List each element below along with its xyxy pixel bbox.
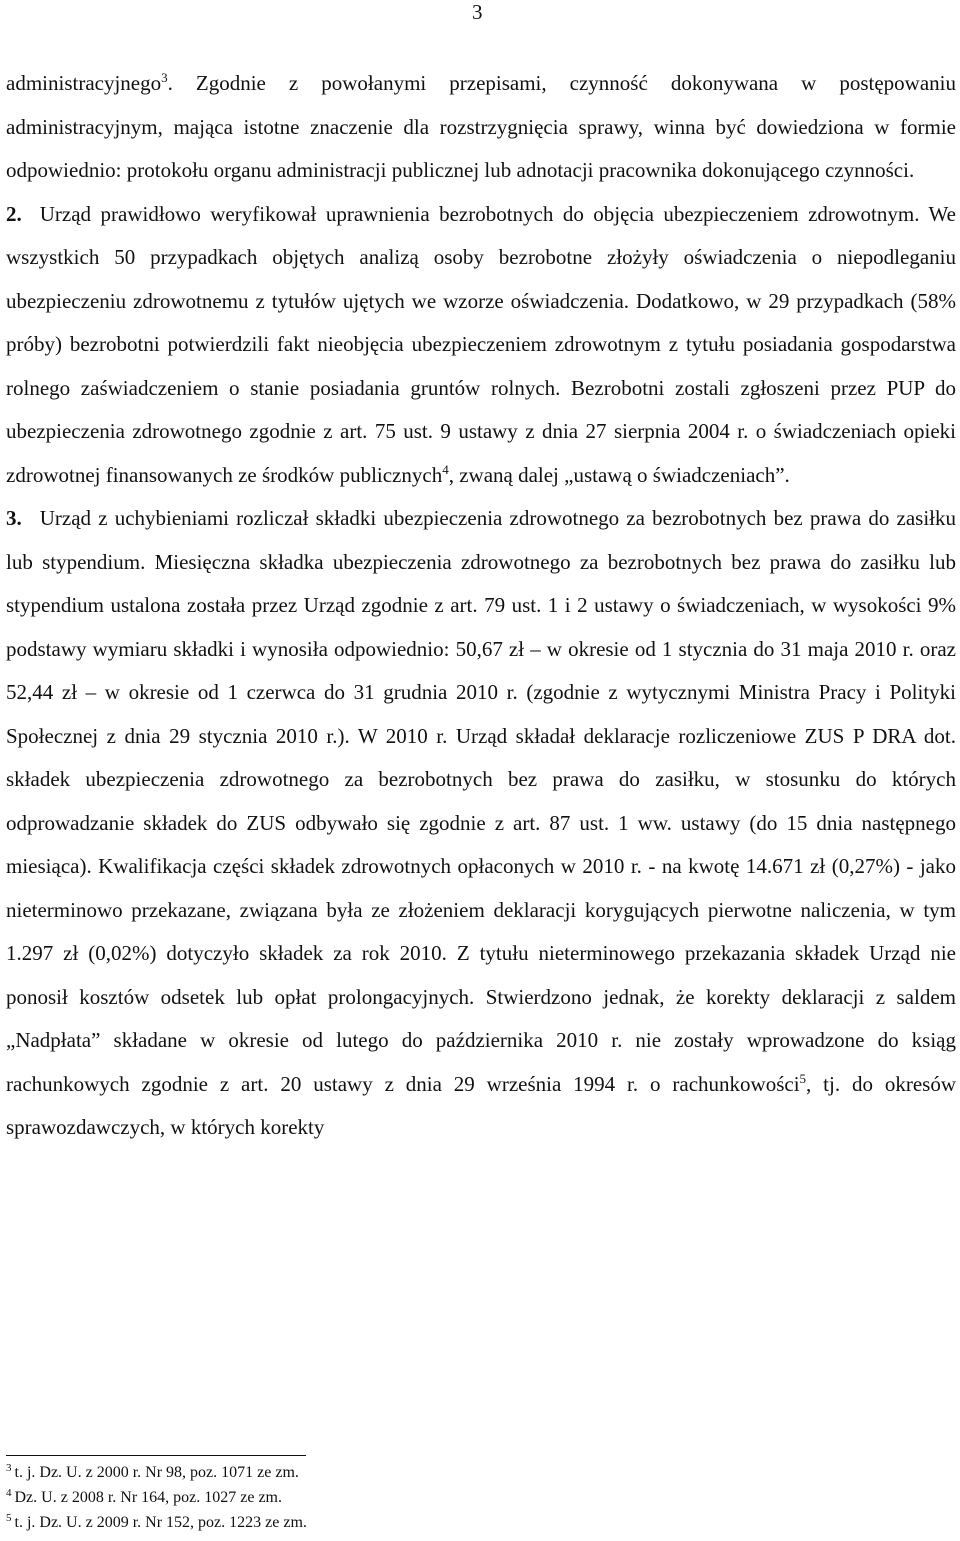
footnote-text: t. j. Dz. U. z 2009 r. Nr 152, poz. 1223 ze zm. xyxy=(14,1514,307,1531)
footnotes xyxy=(6,1460,946,1535)
paragraph-continuation xyxy=(6,62,956,193)
footnote-separator xyxy=(6,1455,306,1456)
paragraph-text: , tj. do okresów sprawozdawczych, w których korekty xyxy=(6,1071,956,1139)
footnote-item xyxy=(6,1485,946,1510)
paragraph-text: administracyjnego xyxy=(6,71,162,95)
footnote-number: 5 xyxy=(6,1511,12,1524)
footnote-reference: 3 xyxy=(161,70,168,85)
footnote-item xyxy=(6,1510,946,1535)
section-number: 2. xyxy=(6,201,22,226)
footnote-number: 3 xyxy=(6,1461,12,1474)
section-3-paragraph xyxy=(6,497,956,1150)
document-body xyxy=(6,62,956,1150)
footnote-text: Dz. U. z 2008 r. Nr 164, poz. 1027 ze zm. xyxy=(14,1489,282,1506)
footnote-reference: 5 xyxy=(799,1070,807,1086)
footnote-item xyxy=(6,1460,946,1485)
footnote-text: t. j. Dz. U. z 2000 r. Nr 98, poz. 1071 ze zm. xyxy=(14,1464,299,1481)
page-number: 3 xyxy=(472,0,483,24)
paragraph-text: . Zgodnie z powołanymi przepisami, czynność dokonywana w postępowaniu administracyjnym, mająca istotne znaczenie dla rozstrzygnięcia sprawy, winna być dowiedziona w formie odpowiednio: protokołu organu administracji publicznej lub adnotacji pracownika dokonującego czynności. xyxy=(6,71,956,182)
footnote-reference: 4 xyxy=(442,461,449,477)
footnote-number: 4 xyxy=(6,1486,12,1499)
paragraph-text: Urząd z uchybieniami rozliczał składki ubezpieczenia zdrowotnego za bezrobotnych bez prawa do zasiłku lub stypendium. Miesięczna składka ubezpieczenia zdrowotnego za bezrobotnych bez prawa do zasiłku lub stypendium ustalona została przez Urząd zgodnie z art. 79 ust. 1 i 2 ustawy o świadczeniach, w wysokości 9% podstawy wymiaru składki i wynosiła odpowiednio: 50,67 zł – w okresie od 1 stycznia do 31 maja 2010 r. oraz 52,44 zł – w okresie od 1 czerwca do 31 grudnia 2010 r. (zgodnie z wytycznymi Ministra Pracy i Polityki Społecznej z dnia 29 stycznia 2010 r.). W 2010 r. Urząd składał deklaracje rozliczeniowe ZUS P DRA dot. składek ubezpieczenia zdrowotnego za bezrobotnych bez prawa do zasiłku, w stosunku do których odprowadzanie składek do ZUS odbywało się zgodnie z art. 87 ust. 1 ww. ustawy (do 15 dnia następnego miesiąca). Kwalifikacja części składek zdrowotnych opłaconych w 2010 r. - na kwotę 14.671 zł (0,27%) - jako nieterminowo przekazane, związana była ze złożeniem deklaracji korygujących pierwotne naliczenia, w tym 1.297 zł (0,02%) dotyczyło składek za rok 2010. Z tytułu nieterminowego przekazania składek Urząd nie ponosił kosztów odsetek lub opłat prolongacyjnych. Stwierdzono jednak, że korekty deklaracji z saldem „Nadpłata” składane w okresie od lutego do października 2010 r. nie zostały wprowadzone do ksiąg rachunkowych zgodnie z art. 20 ustawy z dnia 29 września 1994 r. o rachunkowości xyxy=(6,506,956,1096)
section-number: 3. xyxy=(6,506,22,530)
paragraph-text: Urząd prawidłowo weryfikował uprawnienia bezrobotnych do objęcia ubezpieczeniem zdrowotnym. We wszystkich 50 przypadkach objętych analizą osoby bezrobotne złożyły oświadczenia o niepodleganiu ubezpieczeniu zdrowotnemu z tytułów ujętych we wzorze oświadczenia. Dodatkowo, w 29 przypadkach (58% próby) bezrobotni potwierdzili fakt nieobjęcia ubezpieczeniem zdrowotnym z tytułu posiadania gospodarstwa rolnego zaświadczeniem o stanie posiadania gruntów rolnych. Bezrobotni zostali zgłoszeni przez PUP do ubezpieczenia zdrowotnego zgodnie z art. 75 ust. 9 ustawy z dnia 27 sierpnia 2004 r. o świadczeniach opieki zdrowotnej finansowanych ze środków publicznych xyxy=(6,201,956,487)
section-2-paragraph xyxy=(6,193,956,498)
paragraph-text: , zwaną dalej „ustawą o świadczeniach”. xyxy=(448,462,790,487)
